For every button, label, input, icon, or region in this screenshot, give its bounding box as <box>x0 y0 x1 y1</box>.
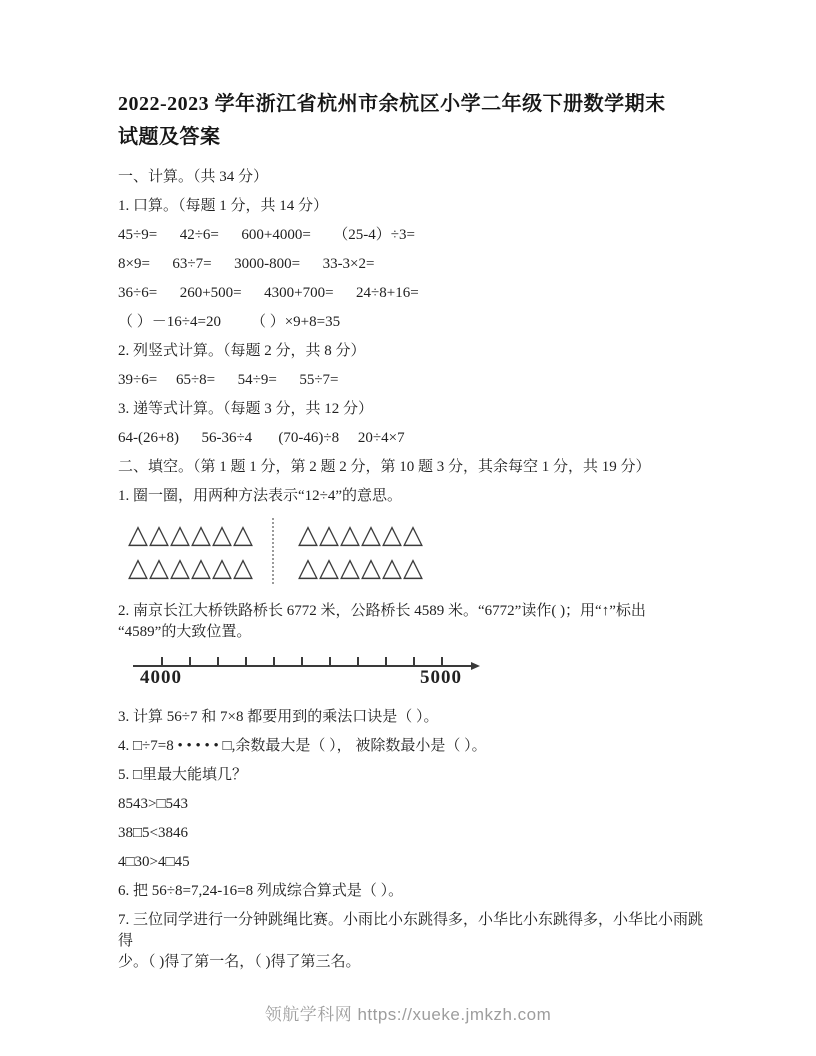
fill-q1-label: 1. 圈一圈，用两种方法表示“12÷4”的意思。 <box>118 488 403 504</box>
fill-q5-item-3: 4□30>4□45 <box>118 854 190 870</box>
tick-mark <box>301 657 303 667</box>
section-2-heading: 二、填空。（第 1 题 1 分，第 2 题 2 分，第 10 题 3 分，其余每空 1 分，共 19 分） <box>118 459 651 475</box>
fill-q5-label: 5. □里最大能填几？ <box>118 767 248 783</box>
fill-q3-text: 3. 计算 56÷7 和 7×8 都要用到的乘法口诀是（ ）。 <box>118 709 439 725</box>
fill-q2-text-line1: 2. 南京长江大桥铁路桥长 6772 米，公路桥长 4589 米。“6772”读作( )；用“↑”标出 <box>118 603 646 619</box>
oral-row-3: 36÷6= 260+500= 4300+700= 24÷8+16= <box>118 285 419 301</box>
q2-vertical-label: 2. 列竖式计算。（每题 2 分，共 8 分） <box>118 343 366 359</box>
fill-q5-item-2: 38□5<3846 <box>118 825 189 841</box>
stepwise-row: 64-(26+8) 56-36÷4 (70-46)÷8 20÷4×7 <box>118 430 405 446</box>
page-title <box>118 88 708 154</box>
arrowhead-icon <box>471 662 480 670</box>
tick-mark <box>413 657 415 667</box>
oral-row-4: （ ）－16÷4=20 （ ）×9+8=35 <box>118 314 341 330</box>
tick-mark <box>189 657 191 667</box>
oral-row-2: 8×9= 63÷7= 3000-800= 33-3×2= <box>118 256 375 272</box>
footer-url: https://xueke.jmkzh.com <box>357 1005 552 1024</box>
tick-mark <box>329 657 331 667</box>
triangle-figure <box>128 515 708 587</box>
fill-q2-text-line2: “4589”的大致位置。 <box>118 624 252 640</box>
number-line-end-label: 5000 <box>420 667 462 688</box>
tick-mark <box>441 657 443 667</box>
page-content <box>118 88 708 981</box>
tick-mark <box>385 657 387 667</box>
footer-brand: 领航学科网 <box>264 1005 353 1024</box>
fill-q5-item-1: 8543>□543 <box>118 796 189 812</box>
fill-q7-text-line1: 7. 三位同学进行一分钟跳绳比赛。小雨比小东跳得多，小华比小东跳得多，小华比小雨跳得 <box>118 912 704 949</box>
watermark-footer <box>0 1000 816 1025</box>
vertical-row: 39÷6= 65÷8= 54÷9= 55÷7= <box>118 372 339 388</box>
triangle-group-left <box>128 518 254 584</box>
triangle-row: △△△△△△ <box>128 553 254 582</box>
triangle-row: △△△△△△ <box>297 553 424 582</box>
number-line-start-label: 4000 <box>140 667 182 688</box>
fill-q6-text: 6. 把 56÷8=7,24-16=8 列成综合算式是（ ）。 <box>118 883 404 899</box>
oral-row-1: 45÷9= 42÷6= 600+4000= （25-4）÷3= <box>118 227 415 243</box>
fill-q4-text: 4. □÷7=8 • • • • • □,余数最大是（ ）， 被除数最小是（ ）。 <box>118 738 487 754</box>
title-line-2: 试题及答案 <box>118 126 221 148</box>
tick-mark <box>273 657 275 667</box>
dotted-divider <box>272 518 274 584</box>
triangle-row: △△△△△△ <box>297 520 424 549</box>
triangle-group-right <box>298 518 424 584</box>
title-line-1: 2022-2023 学年浙江省杭州市余杭区小学二年级下册数学期末 <box>118 93 666 115</box>
tick-mark <box>245 657 247 667</box>
section-1-heading: 一、计算。（共 34 分） <box>118 169 269 185</box>
tick-mark <box>161 657 163 667</box>
fill-q7-text-line2: 少。（ )得了第一名，（ )得了第三名。 <box>118 954 361 970</box>
number-line <box>133 651 485 697</box>
q1-oral-label: 1. 口算。（每题 1 分，共 14 分） <box>118 198 329 214</box>
tick-mark <box>357 657 359 667</box>
triangle-row: △△△△△△ <box>128 520 254 549</box>
q3-stepwise-label: 3. 递等式计算。（每题 3 分，共 12 分） <box>118 401 374 417</box>
tick-mark <box>217 657 219 667</box>
